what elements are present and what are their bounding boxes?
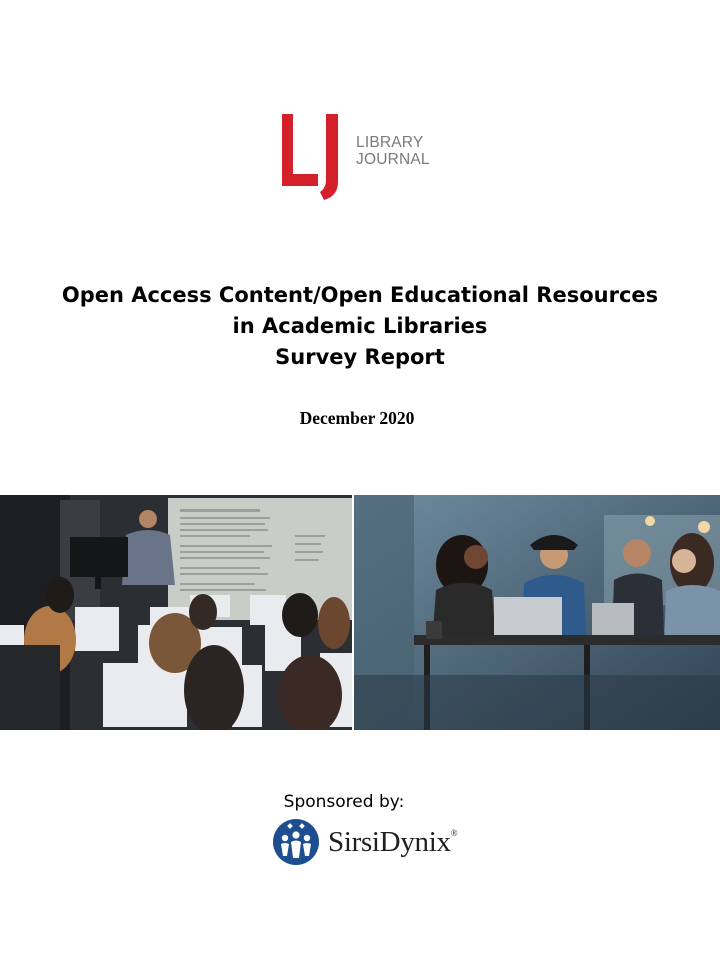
report-title — [0, 280, 720, 373]
logo-line-2: JOURNAL — [356, 151, 430, 168]
lj-logo-mark — [280, 112, 360, 202]
sponsor-name-text: SirsiDynix — [328, 826, 451, 858]
title-line-1: Open Access Content/Open Educational Resources — [61, 283, 659, 307]
classroom-lecture-photo — [0, 495, 352, 730]
logo-line-1: LIBRARY — [356, 134, 424, 151]
sponsored-by-label: Sponsored by: — [283, 792, 405, 812]
sirsidynix-emblem-icon — [272, 818, 324, 868]
title-line-3: Survey Report — [275, 345, 445, 369]
sponsor-name — [328, 826, 457, 859]
title-line-2: in Academic Libraries — [232, 314, 488, 338]
report-date: December 2020 — [299, 408, 415, 428]
registered-mark: ® — [450, 828, 458, 838]
students-meeting-photo — [354, 495, 720, 730]
library-journal-wordmark — [356, 134, 430, 168]
